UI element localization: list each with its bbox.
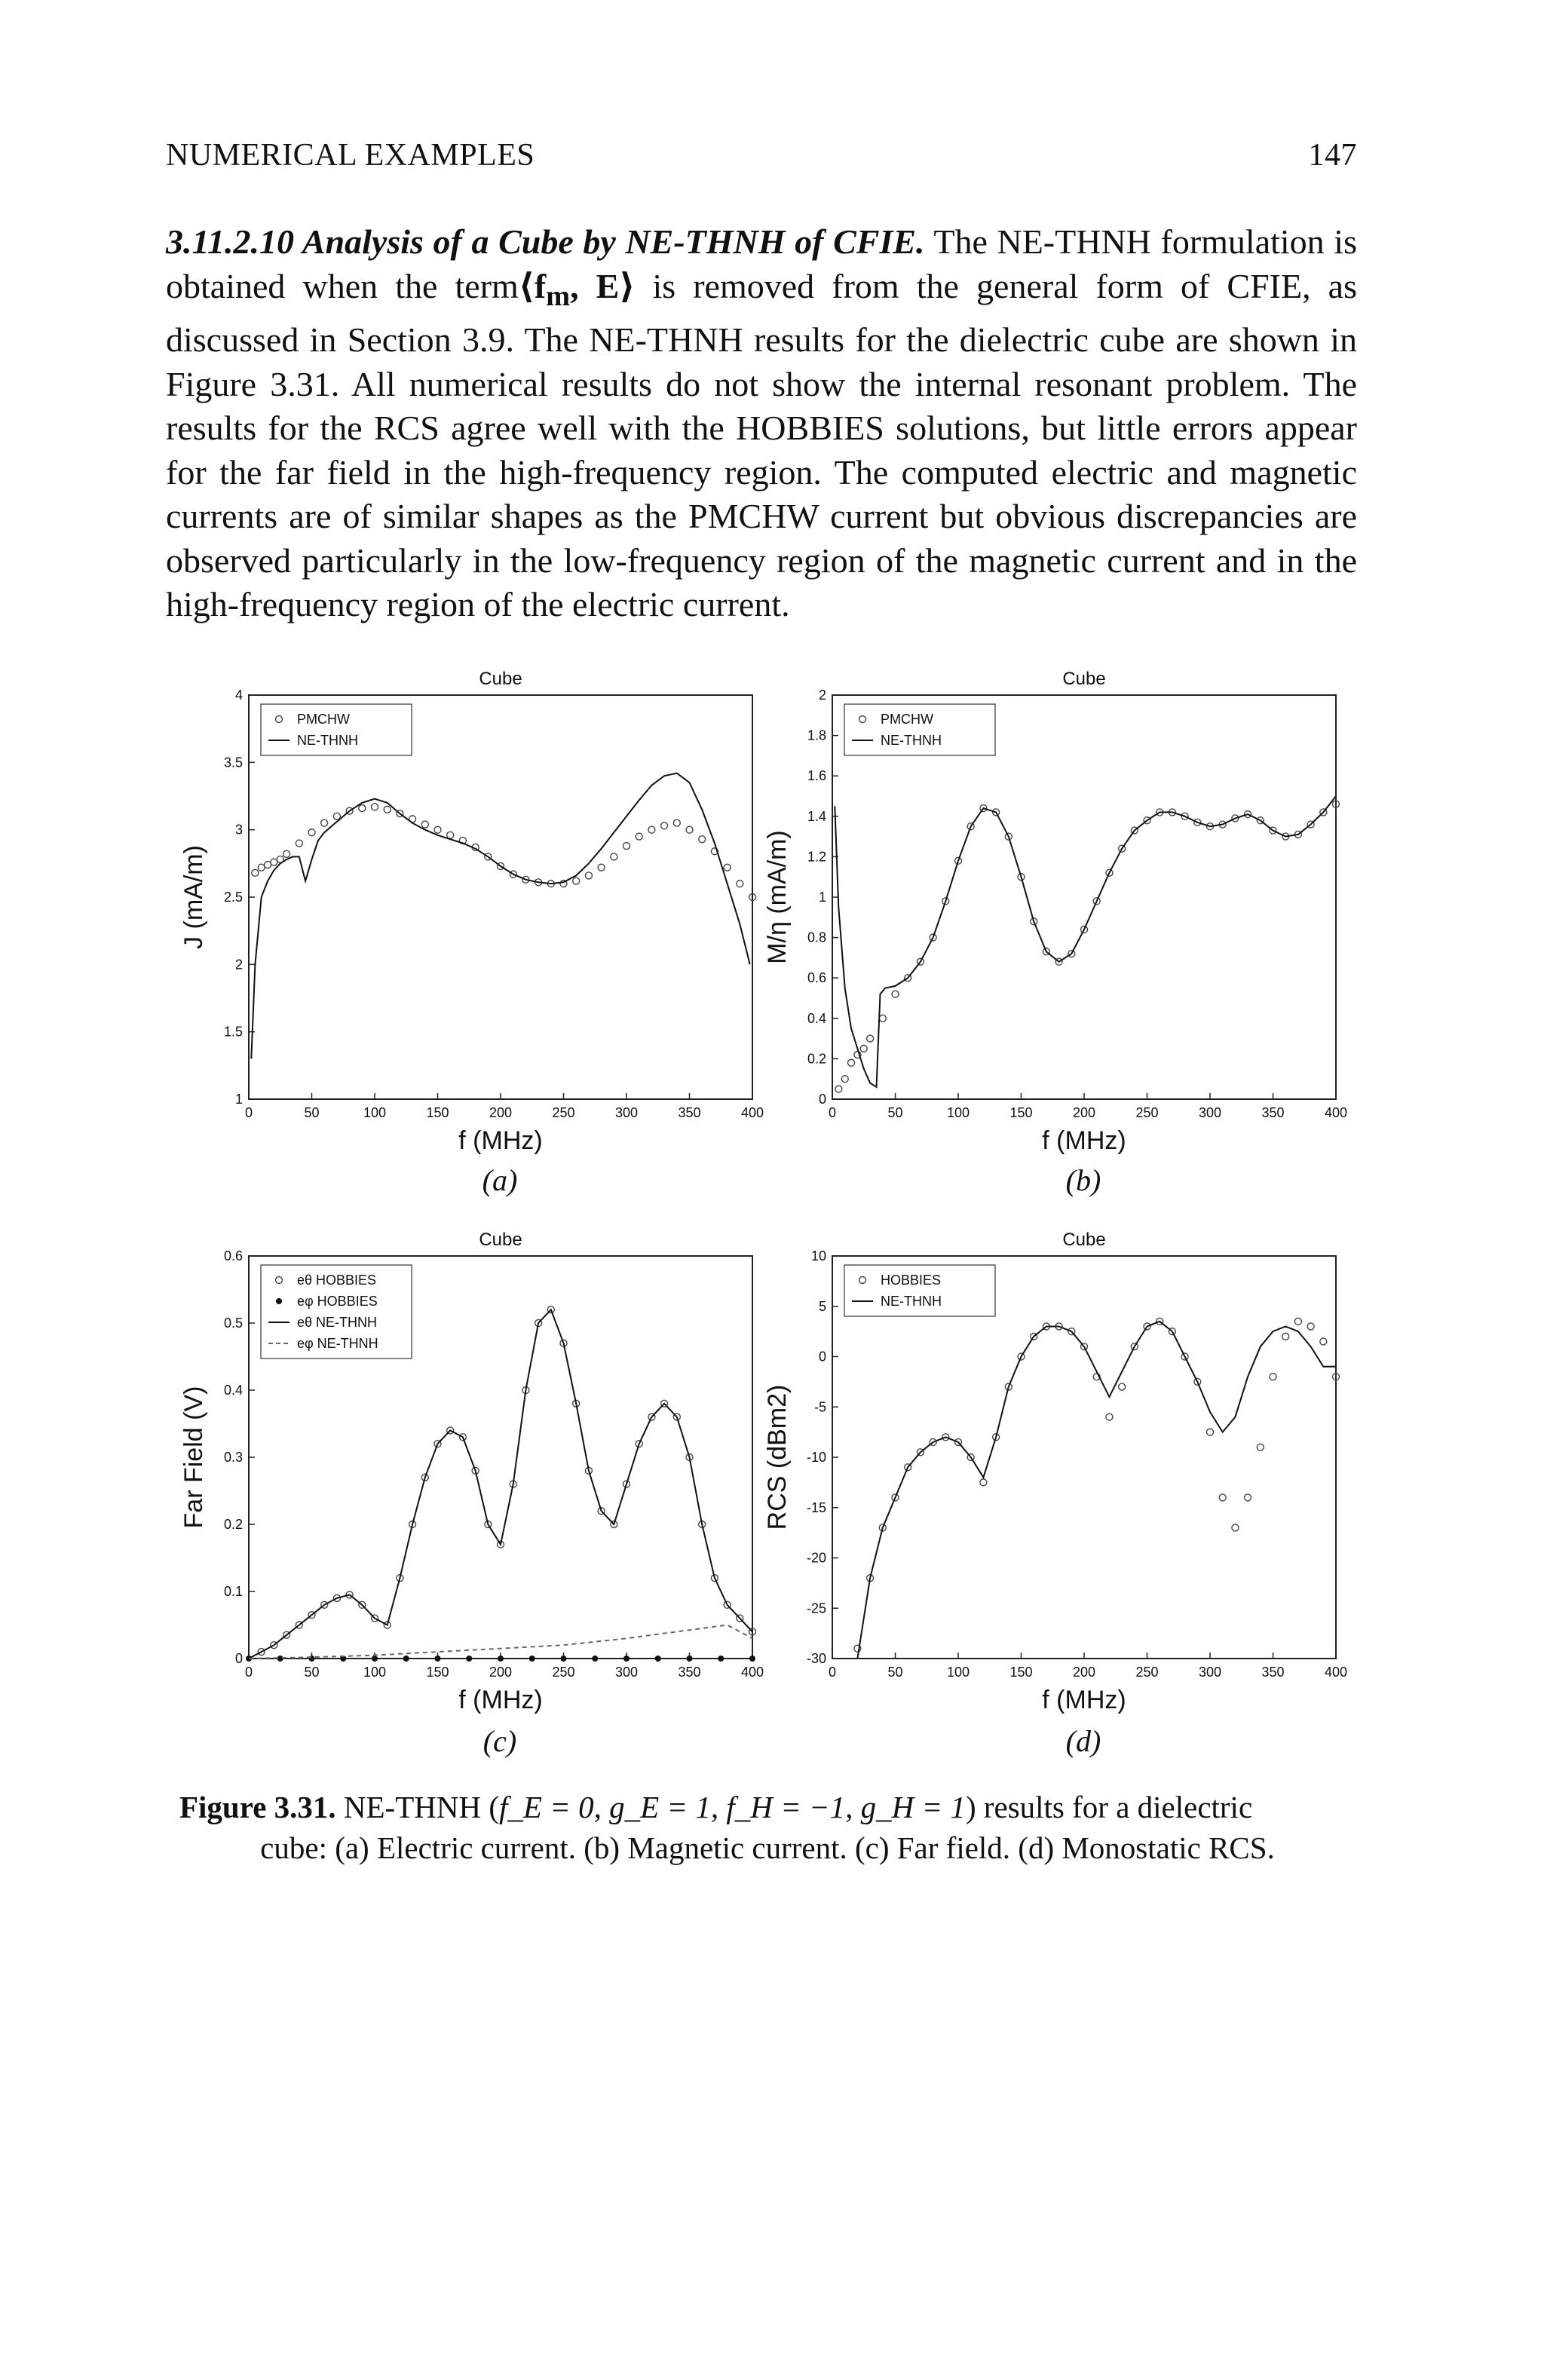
y-tick-label: 4 [234,688,243,703]
data-point [1245,1494,1251,1501]
series-1 [251,773,749,1059]
x-tick-label: 0 [828,1665,837,1680]
legend-label: NE-THNH [881,733,942,748]
y-axis-label: Far Field (V) [179,1386,208,1529]
chart-title: Cube [1062,669,1106,689]
data-point [737,881,743,887]
y-tick-label: 1.2 [807,849,826,865]
data-point [673,819,680,826]
series-0 [854,1318,1340,1652]
data-point [980,1479,987,1486]
data-point [403,1656,409,1662]
series-line [857,1322,1336,1659]
x-tick-label: 300 [1198,1105,1222,1120]
data-point [724,864,731,871]
x-tick-label: 150 [426,1665,449,1680]
data-point [867,1035,874,1042]
data-point [585,872,592,879]
y-tick-label: 1.4 [807,808,826,824]
x-tick-label: 50 [887,1665,903,1680]
y-tick-label: 0.2 [223,1517,243,1532]
data-point [611,853,617,860]
data-point [636,833,642,840]
data-point [718,1656,724,1662]
y-tick-label: -20 [806,1550,826,1566]
y-tick-label: 1 [234,1092,243,1107]
data-point [1119,1383,1126,1390]
data-point [498,1656,504,1662]
running-head-title: NUMERICAL EXAMPLES [166,138,535,173]
data-point [598,864,605,871]
y-axis-label: RCS (dBm2) [763,1384,792,1530]
paragraph-text-2: is removed from the general form of CFIE, as discussed in Section 3.9. The NE-THNH results for the dielectric cube are shown in Figure 3.31. All numerical results do not show the internal resonant problem. The results for the RCS agree well with the HOBBIES solutions, but little errors appear for the far field in the high-frequency region. The computed electric and magnetic currents are of similar shapes as the PMCHW current but obvious discrepancies are observed particularly in the low-frequency region of the magnetic current and in the high-frequency region of the electric current. [166,266,1357,624]
data-point [1257,1444,1264,1450]
term-close: , E⟩ [570,266,636,305]
x-axis-label: f (MHz) [1042,1686,1126,1714]
data-point [1106,1414,1113,1420]
data-point [1232,1524,1239,1531]
data-point [435,1656,441,1662]
page-number: 147 [1308,138,1357,173]
term-subscript: m [546,280,571,312]
data-point [252,869,259,876]
y-tick-label: -5 [813,1399,826,1415]
legend-label: eθ HOBBIES [297,1273,377,1288]
y-tick-label: 0.1 [223,1584,243,1599]
x-tick-label: 350 [678,1665,701,1680]
x-tick-label: 300 [1198,1665,1222,1680]
legend-label: eφ HOBBIES [297,1294,378,1309]
data-point [686,826,693,833]
x-tick-label: 400 [740,1665,764,1680]
chart-title: Cube [479,1230,522,1250]
x-tick-label: 100 [363,1105,387,1120]
data-point [372,1656,378,1662]
x-tick-label: 200 [1072,1105,1096,1120]
data-point [1320,1338,1327,1345]
data-point [466,1656,472,1662]
data-point [1270,1374,1276,1380]
y-tick-label: 5 [818,1298,826,1314]
x-tick-label: 150 [1009,1665,1033,1680]
data-point [1307,1323,1314,1330]
legend-swatch [276,1298,282,1304]
x-tick-label: 50 [304,1105,320,1120]
y-tick-label: 3 [234,822,243,838]
data-point [309,1656,315,1662]
series-line [835,796,1336,1087]
series-0 [835,801,1340,1092]
data-point [296,840,302,847]
series-line [251,773,749,1059]
data-point [265,862,271,868]
y-tick-label: 0.8 [807,930,826,945]
x-tick-label: 100 [363,1665,387,1680]
y-tick-label: -30 [806,1651,826,1666]
data-point [447,832,454,838]
series-line [249,1309,752,1659]
x-tick-label: 50 [304,1665,320,1680]
x-tick-label: 0 [244,1105,253,1120]
y-tick-label: 0.4 [223,1383,243,1398]
x-tick-label: 250 [552,1665,575,1680]
caption-params: f_E = 0, g_E = 1, f_H = −1, g_H = 1 [499,1790,966,1824]
data-point [372,804,378,810]
chart-title: Cube [1062,1230,1106,1250]
x-tick-label: 250 [552,1105,575,1120]
x-tick-label: 100 [946,1105,970,1120]
data-point [384,806,391,813]
data-point [573,878,580,884]
x-tick-label: 400 [740,1105,764,1120]
legend-label: HOBBIES [881,1273,942,1288]
x-tick-label: 250 [1135,1105,1159,1120]
data-point [655,1656,661,1662]
y-tick-label: 0.4 [807,1010,826,1026]
x-tick-label: 400 [1324,1665,1348,1680]
data-point [1207,1429,1214,1435]
y-tick-label: 3.5 [223,755,243,770]
x-axis-label: f (MHz) [458,1686,543,1714]
series-1 [857,1322,1336,1659]
y-axis-label: J (mA/m) [179,845,208,949]
y-tick-label: 0.3 [223,1450,243,1465]
caption-text-a: NE-THNH ( [335,1790,499,1824]
data-point [529,1656,535,1662]
y-tick-label: 0 [818,1349,826,1365]
series-0 [252,804,756,901]
x-axis-label: f (MHz) [1042,1126,1126,1155]
x-tick-label: 0 [828,1105,837,1120]
y-tick-label: 0 [818,1092,826,1107]
y-tick-label: -10 [806,1450,826,1465]
x-tick-label: 150 [1009,1105,1033,1120]
x-tick-label: 400 [1324,1105,1348,1120]
x-tick-label: 350 [678,1105,701,1120]
data-point [835,1086,842,1092]
data-point [421,821,428,828]
panel-label-d: (d) [1065,1724,1101,1758]
data-point [1282,1333,1289,1340]
data-point [749,1656,755,1662]
x-tick-label: 50 [887,1105,903,1120]
caption-line-1 [179,1787,1356,1827]
y-tick-label: 1.8 [807,727,826,743]
paragraph-text-1: The NE-THNH formulation is obtained when the term [166,222,1357,305]
y-axis-label: M/η (mA/m) [763,830,792,964]
data-point [860,1046,867,1052]
y-tick-label: 1.5 [223,1024,243,1040]
y-tick-label: -25 [806,1600,826,1616]
panel-label-c: (c) [482,1724,517,1758]
legend-label: NE-THNH [297,733,358,748]
panel-label-b: (b) [1065,1163,1101,1197]
x-tick-label: 100 [946,1665,970,1680]
data-point [1294,1318,1301,1325]
x-tick-label: 0 [244,1665,253,1680]
chart-panel-0 [179,669,764,1155]
data-point [687,1656,693,1662]
x-tick-label: 200 [489,1665,513,1680]
x-tick-label: 200 [489,1105,513,1120]
chart-panel-2 [179,1230,764,1714]
data-point [661,822,668,829]
caption-text-b: ) results for a dielectric [965,1790,1253,1824]
chart-title: Cube [479,669,522,689]
y-tick-label: 0.5 [223,1316,243,1331]
chart-panel-1 [763,669,1347,1155]
legend-label: NE-THNH [881,1294,942,1309]
y-tick-label: 0.6 [223,1248,243,1264]
x-tick-label: 300 [614,1105,639,1120]
x-tick-label: 150 [426,1105,449,1120]
data-point [434,826,441,833]
caption-line-2: cube: (a) Electric current. (b) Magnetic current. (c) Far field. (d) Monostatic RCS. [260,1830,1275,1865]
y-tick-label: 0.6 [807,970,826,986]
x-tick-label: 350 [1261,1665,1285,1680]
y-tick-label: 0 [234,1651,243,1666]
y-tick-label: 2 [818,688,826,703]
legend-label: eθ NE-THNH [297,1315,378,1330]
data-point [271,859,277,865]
y-tick-label: 2.5 [223,890,243,905]
data-point [308,829,315,836]
data-point [892,991,899,997]
data-point [879,1015,886,1022]
data-point [699,836,706,843]
data-point [283,850,290,857]
data-point [841,1076,848,1083]
y-tick-label: 1.6 [807,768,826,784]
data-point [623,1656,630,1662]
data-point [359,805,366,812]
y-tick-label: 10 [810,1248,826,1264]
x-axis-label: f (MHz) [458,1126,543,1155]
x-tick-label: 300 [614,1665,639,1680]
legend-label: PMCHW [297,712,350,727]
y-tick-label: -15 [806,1499,826,1515]
legend-label: eφ NE-THNH [297,1336,378,1351]
data-point [321,819,328,826]
legend-label: PMCHW [881,712,933,727]
data-point [648,826,655,833]
x-tick-label: 350 [1261,1105,1285,1120]
chart-panel-3 [763,1230,1347,1714]
y-tick-label: 2 [234,957,243,973]
data-point [258,864,265,871]
section-heading: 3.11.2.10 Analysis of a Cube by NE-THNH of CFIE. [166,222,925,261]
term-open: ⟨f [518,266,547,305]
x-tick-label: 250 [1135,1665,1159,1680]
series-2 [249,1309,752,1659]
data-point [561,1656,567,1662]
data-point [848,1059,855,1066]
x-tick-label: 200 [1072,1665,1096,1680]
y-tick-label: 0.2 [807,1051,826,1067]
data-point [1219,1494,1226,1501]
caption-title: Figure 3.31. [179,1790,336,1824]
series-1 [835,796,1336,1087]
data-point [592,1656,598,1662]
data-point [623,843,630,850]
y-tick-label: 1 [818,890,826,905]
figure-caption [179,1787,1356,1868]
panel-label-a: (a) [482,1163,518,1197]
